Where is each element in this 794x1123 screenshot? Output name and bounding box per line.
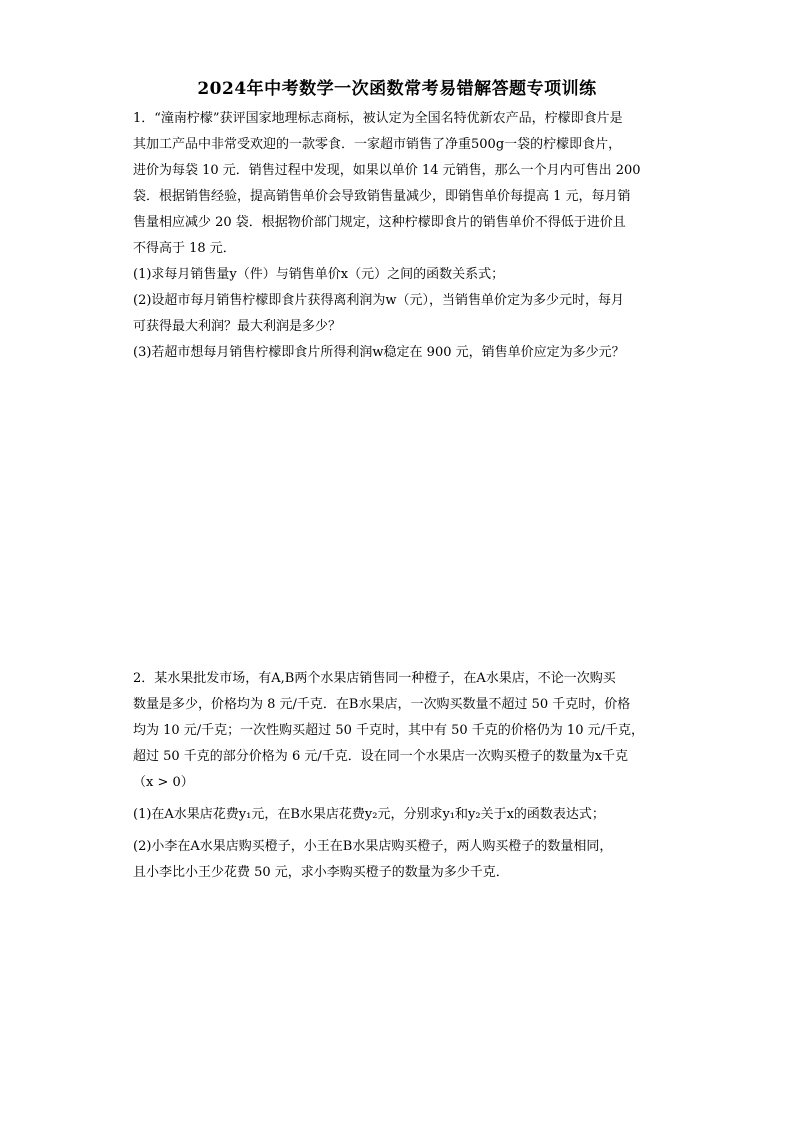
problem-1 — [133, 106, 665, 366]
problem-1-question-1: (1)求每月销售量y（件）与销售单价x（元）之间的函数关系式； — [133, 267, 505, 282]
problem-2-question-2: (2)小李在A水果店购买橙子，小王在B水果店购买橙子，两人购买橙子的数量相同， — [133, 839, 613, 854]
problem-2-question-2-cont: 且小李比小王少花费 50 元，求小李购买橙子的数量为多少千克． — [133, 865, 509, 880]
problem-2-question-1: (1)在A水果店花费y₁元，在B水果店花费y₂元，分别求y₁和y₂关于x的函数表达式； — [133, 807, 605, 822]
problem-1-text-line: 进价为每袋 10 元．销售过程中发现，如果以单价 14 元销售，那么一个月内可售出 200 — [133, 163, 641, 178]
problem-1-text-line: 1．“潼南柠檬”获评国家地理标志商标，被认定为全国名特优新农产品，柠檬即食片是 — [133, 111, 623, 126]
problem-2 — [133, 666, 665, 886]
problem-1-question-3: (3)若超市想每月销售柠檬即食片所得利润w稳定在 900 元，销售单价应定为多少元？ — [133, 345, 625, 360]
problem-1-text-line: 不得高于 18 元． — [133, 241, 236, 256]
problem-2-text-line: 数量是多少，价格均为 8 元/千克．在B水果店，一次购买数量不超过 50 千克时，价格 — [133, 697, 631, 712]
problem-2-text-line: 2．某水果批发市场，有A,B两个水果店销售同一种橙子，在A水果店，不论一次购买 — [133, 671, 616, 686]
problem-2-text-line: （x > 0） — [133, 775, 194, 790]
problem-1-text-line: 袋．根据销售经验，提高销售单价会导致销售量减少，即销售单价每提高 1 元，每月销 — [133, 189, 631, 204]
problem-1-question-2-cont: 可获得最大利润？最大利润是多少？ — [133, 319, 342, 334]
problem-2-text-line: 均为 10 元/千克；一次性购买超过 50 千克时，其中有 50 千克的价格仍为 10 元/千克， — [133, 723, 644, 738]
problem-2-text-line: 超过 50 千克的部分价格为 6 元/千克．设在同一个水果店一次购买橙子的数量为x千克 — [133, 749, 629, 764]
problem-1-text-line: 其加工产品中非常受欢迎的一款零食．一家超市销售了净重500g一袋的柠檬即食片， — [133, 137, 622, 152]
page-title: 2024年中考数学一次函数常考易错解答题专项训练 — [197, 79, 597, 99]
problem-1-text-line: 售量相应减少 20 袋．根据物价部门规定，这种柠檬即食片的销售单价不得低于进价且 — [133, 215, 626, 230]
problem-1-question-2: (2)设超市每月销售柠檬即食片获得离利润为w（元），当销售单价定为多少元时，每月 — [133, 293, 625, 308]
